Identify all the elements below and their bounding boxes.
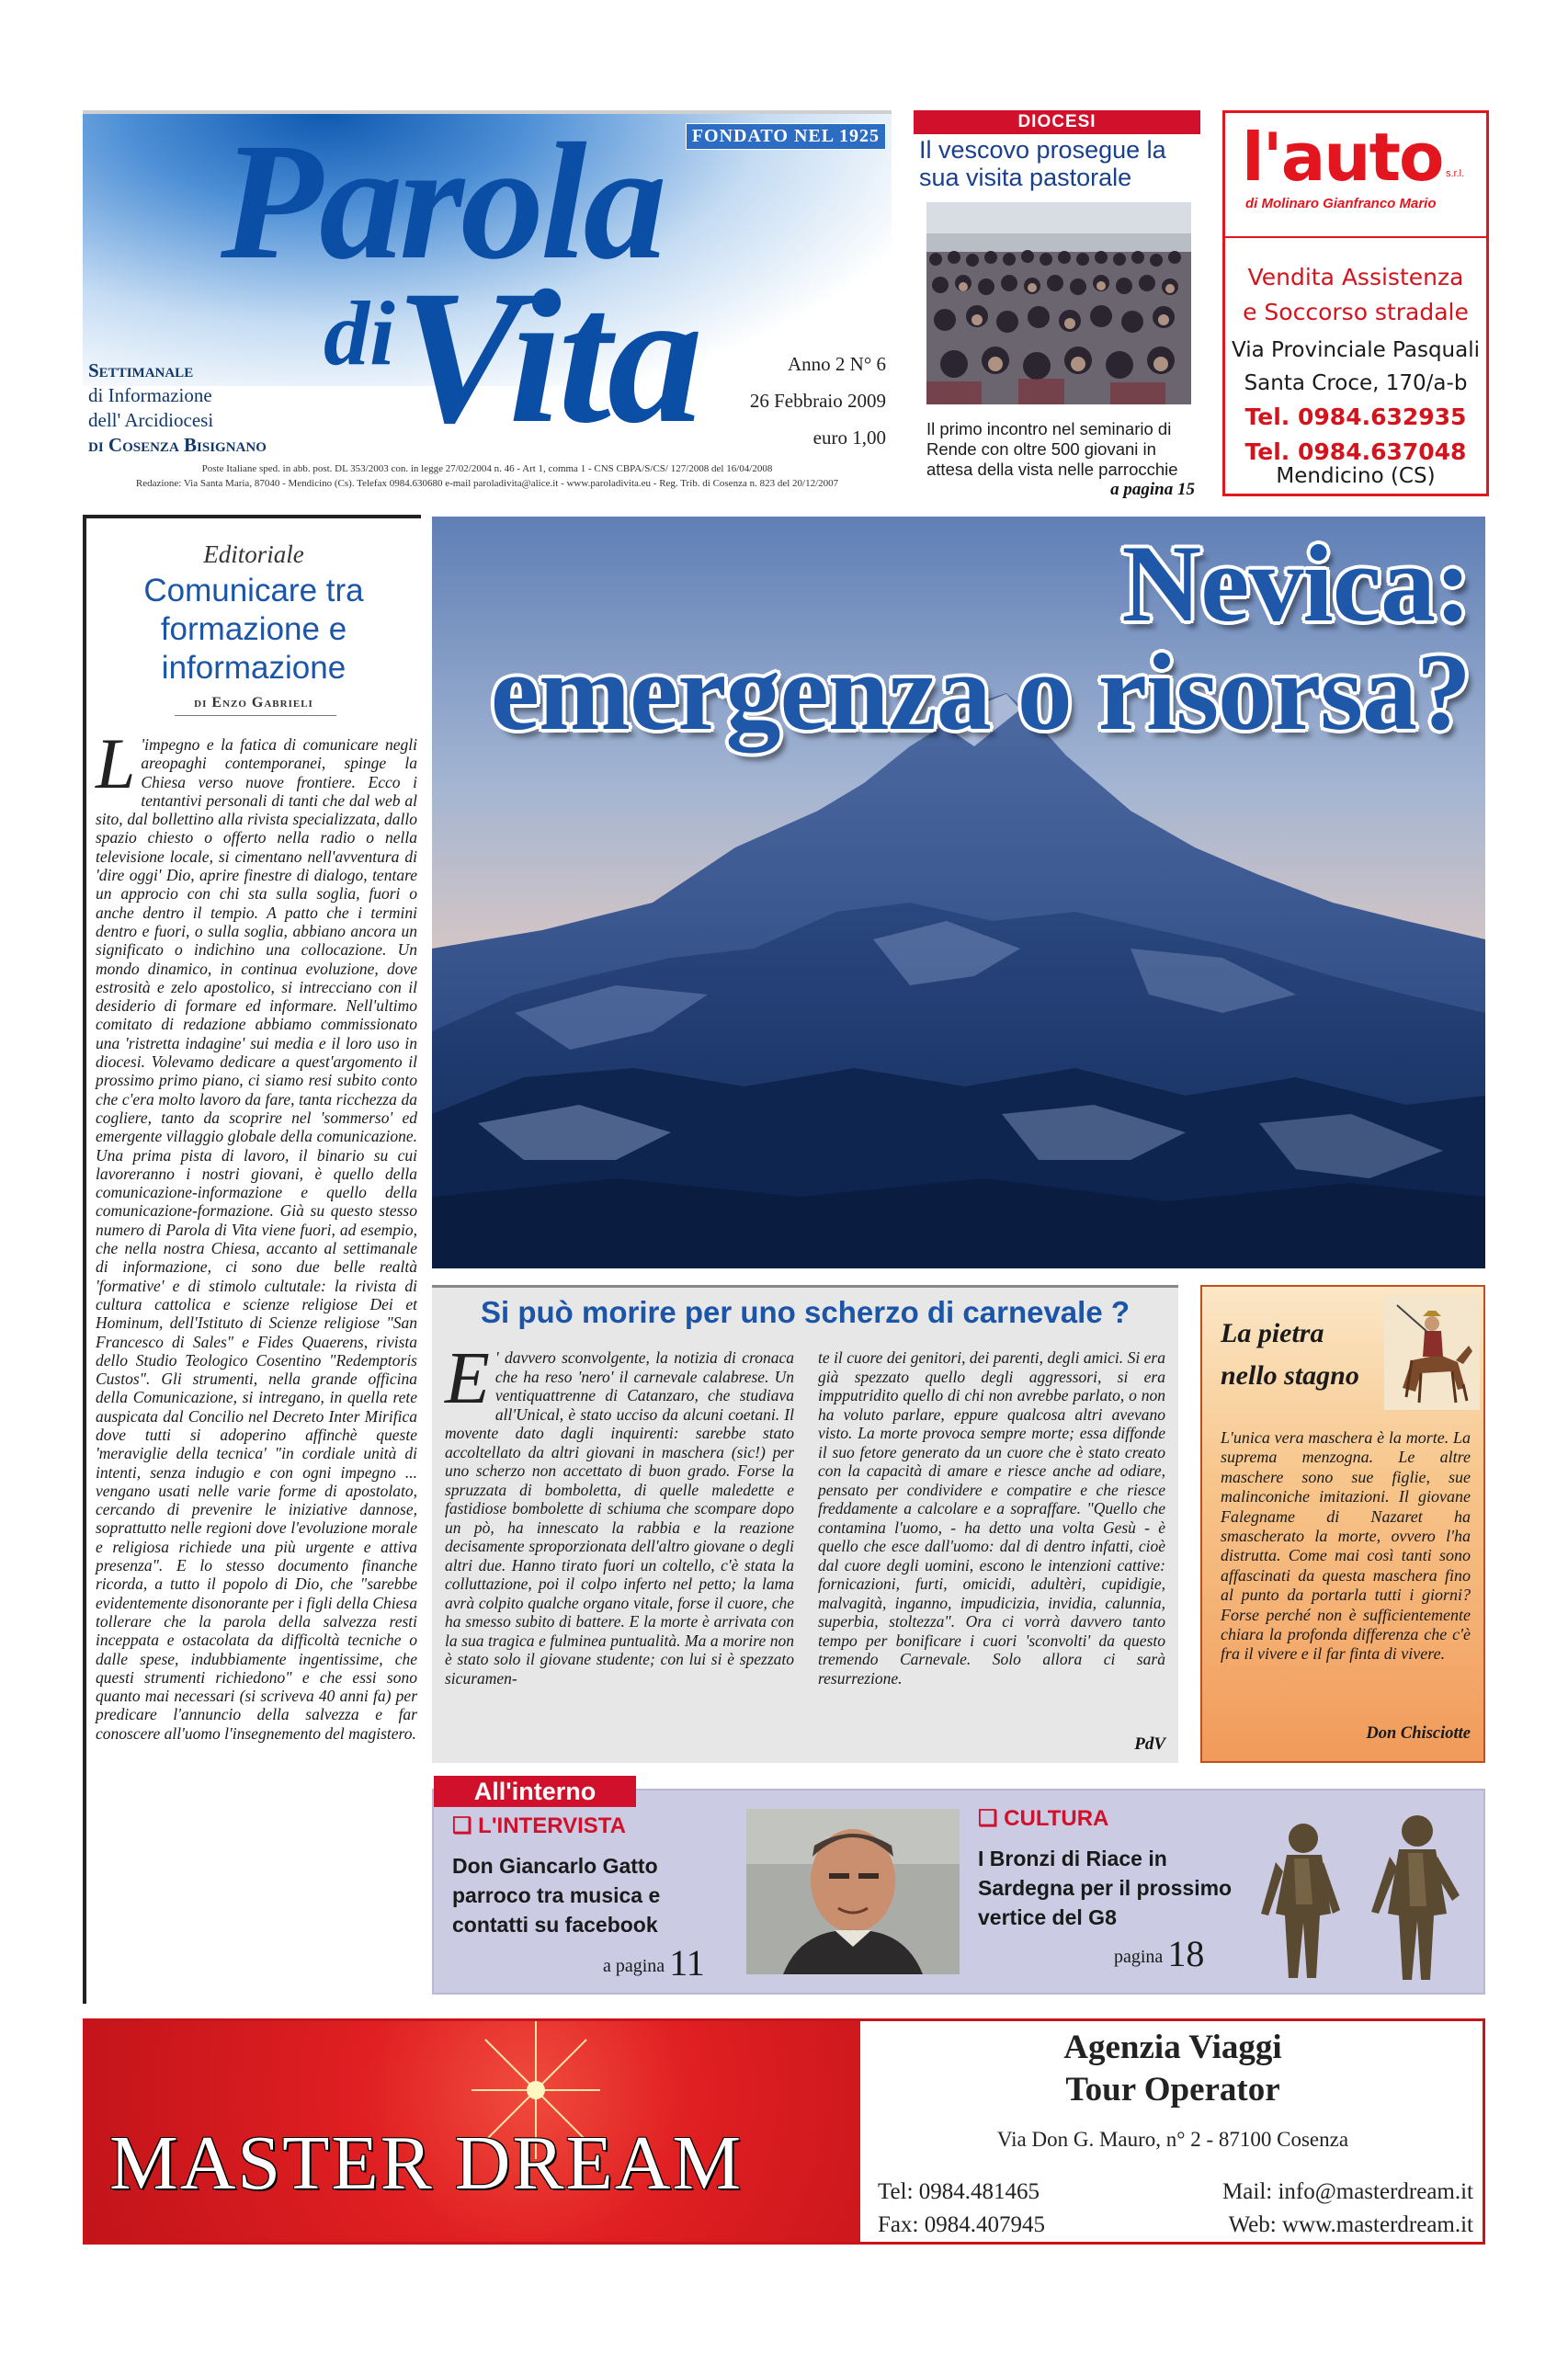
- agency-address: Via Don G. Mauro, n° 2 - 87100 Cosenza: [996, 2128, 1349, 2151]
- auto-phones: [1225, 400, 1486, 470]
- masthead: [83, 110, 892, 496]
- editorial-byline: di Enzo Gabrieli: [194, 695, 313, 710]
- diocesi-teaser[interactable]: [914, 110, 1200, 504]
- page-number: 11: [669, 1942, 705, 1984]
- pietra-body: L'unica vera maschera è la morte. La suprema menzogna. Le altre maschere sono sue figlie, sue malinconiche imitazioni. Il giovane Falegname di Nazaret ha smascherato la morte, ovvero l'ha distrutta. Come mai così tanti sono affascinati da questa maschera fino al punto da portarla tutti i giorni? Forse perché non è sufficientemente chiara la profonda differenza che c'è fra il vivere e il far finta di vivere.: [1221, 1428, 1471, 1664]
- masthead-subtitle: [88, 358, 267, 458]
- riace-bronzes-photo: [1243, 1803, 1478, 1987]
- auto-address: [1225, 334, 1486, 400]
- agency-fax: Fax: 0984.407945: [878, 2212, 1045, 2237]
- crowd-photo-illustration: [926, 202, 1191, 404]
- diocesi-page-ref[interactable]: a pagina 15: [1110, 480, 1195, 499]
- priest-portrait-photo: [746, 1809, 960, 1974]
- page-prefix: pagina: [1114, 1947, 1164, 1967]
- auto-address-line: Via Provinciale Pasquali: [1231, 338, 1481, 362]
- carnevale-article: [432, 1285, 1178, 1763]
- diocesi-summary: Il primo incontro nel seminario di Rende con oltre 500 giovani in attesa della vista nelle parrocchie: [926, 419, 1178, 479]
- masthead-subtitle-line: di Informazione: [88, 384, 212, 406]
- interview-section-label: ❑ L'INTERVISTA: [452, 1813, 627, 1838]
- auto-service-line: e Soccorso stradale: [1243, 299, 1469, 325]
- masthead-founded: FONDATO NEL 1925: [686, 123, 886, 150]
- don-quixote-icon: [1384, 1296, 1480, 1410]
- carnevale-column-1: [445, 1338, 794, 1688]
- diocesi-section-label: DIOCESI: [914, 110, 1200, 134]
- master-dream-advertisement[interactable]: [83, 2018, 1485, 2245]
- page-number: 18: [1167, 1933, 1205, 1974]
- interview-headline[interactable]: Don Giancarlo Gatto parroco tra musica e contatti su facebook: [452, 1854, 661, 1937]
- hero-snow-story[interactable]: [432, 517, 1485, 1268]
- pietra-column: [1200, 1285, 1485, 1763]
- bronze-statues-illustration: [1243, 1803, 1478, 1987]
- agency-phone[interactable]: Tel: 0984.481465: [878, 2179, 1040, 2204]
- agency-title: [860, 2027, 1485, 2111]
- portrait-illustration: [746, 1809, 960, 1974]
- carnevale-signature: PdV: [1134, 1734, 1165, 1754]
- auto-logo-srl: s.r.l.: [1446, 168, 1465, 179]
- culture-page-ref[interactable]: [1114, 1932, 1204, 1975]
- inside-issue-label: All'interno: [434, 1776, 636, 1807]
- editorial-body: [96, 723, 417, 1743]
- auto-phone[interactable]: Tel. 0984.637048: [1244, 438, 1467, 465]
- masthead-issue: Anno 2 N° 6: [788, 353, 886, 375]
- hero-headline[interactable]: [487, 522, 1471, 753]
- pietra-title: La pietra nello stagno: [1221, 1318, 1359, 1391]
- carnevale-text-1: ' davvero sconvolgente, la notizia di cronaca che ha reso 'nero' il carnevale calabrese. Un ventiquattrenne di Catanzaro, che studiava all'Unical, è stato ucciso da alcuni coetani. Il movente dato dagli inquirenti: sarebbe stato accoltellato da altri giovani in maschera (sic!) per uno scherzo non accettato di buon grado. Forse la spruzzata di bomboletta, di quelle maledette e fastidiose bombolette di schiuma che scompare dopo un pò, ha innescato la rabbia e la reazione decisamente sproporzionata dell'altro giovane o degli altri due. Hanno tirato fuori un coltello, c'è stata la colluttazione, poi il colpo inferto nel petto; la lama avrà colpito qualche organo vitale, forse il cuore, che ha smesso subito di battere. E la morte è arrivata con la sua tragica e fulminea puntualità. Ma a morire non è stato solo il giovane studente; con lui si è spezzato sicuramen-: [445, 1348, 794, 1688]
- interview-page-ref[interactable]: [603, 1941, 705, 1984]
- masthead-title-di: di: [324, 282, 395, 384]
- pietra-signature: Don Chisciotte: [1366, 1724, 1471, 1743]
- agency-website[interactable]: Web: www.masterdream.it: [1228, 2212, 1473, 2237]
- agency-title-line: Agenzia Viaggi: [1063, 2029, 1282, 2066]
- masthead-subtitle-line: Settimanale: [88, 359, 194, 381]
- auto-logo-area: [1236, 119, 1475, 227]
- auto-service-line: Vendita Assistenza: [1247, 264, 1464, 290]
- byline-underline: [175, 715, 336, 716]
- auto-phone[interactable]: Tel. 0984.632935: [1244, 404, 1467, 430]
- masthead-price: euro 1,00: [812, 426, 886, 449]
- inside-issue-box: [432, 1778, 1485, 1995]
- diocesi-crowd-photo: [926, 202, 1191, 404]
- agency-email[interactable]: Mail: info@masterdream.it: [1222, 2179, 1473, 2204]
- carnevale-headline: Si può morire per uno scherzo di carnevale ?: [480, 1295, 1131, 1329]
- hero-headline-line: Nevica:: [1121, 522, 1471, 644]
- masthead-editorial-info: Redazione: Via Santa Maria, 87040 - Mendicino (Cs). Telefax 0984.630680 e-mail paroladivita@alice.it - www.paroladivita.eu - Reg. Trib. di Cosenza n. 823 del 20/12/2007: [135, 478, 839, 489]
- agency-contacts: [1176, 2176, 1473, 2242]
- editorial-kicker: Editoriale: [203, 540, 304, 568]
- masthead-subtitle-line: di Cosenza Bisignano: [88, 434, 267, 456]
- auto-logo: l'auto: [1242, 119, 1443, 196]
- culture-headline[interactable]: I Bronzi di Riace in Sardegna per il prossimo vertice del G8: [978, 1847, 1233, 1929]
- auto-services: [1225, 260, 1486, 330]
- masthead-title-parola: Parola: [221, 110, 664, 294]
- diocesi-headline[interactable]: Il vescovo prosegue la sua visita pastorale: [919, 136, 1166, 191]
- carnevale-dropcap: E: [445, 1338, 490, 1419]
- editorial-dropcap: L: [96, 723, 136, 803]
- masthead-title-vita: Vita: [395, 251, 699, 462]
- masthead-postal-info: Poste Italiane sped. in abb. post. DL 353/2003 con. in legge 27/02/2004 n. 46 - Art 1, comma 1 - CNS CBPA/S/CS/ 127/2008 del 16/04/2008: [201, 463, 773, 474]
- master-dream-logo: MASTER DREAM: [109, 2120, 744, 2206]
- editorial-column: [83, 515, 421, 2004]
- auto-advertisement[interactable]: [1222, 110, 1489, 496]
- auto-divider: [1225, 236, 1486, 238]
- carnevale-column-2: te il cuore dei genitori, dei parenti, degli amici. Si era già spezzato quello degli aggressori, si era impputridito quello di chi non avrebbe parlato, o non ha voluto parlare, eppure qualcosa altri avevano visto. La morte provoca sempre morte; essa diffonde il suo fetore generato da un cuore che è stato creato con la capacità di amare e riesce anche ad odiare, pensato per condividere e compatire e che riesce freddamente a calcolare e a sopraffare. "Quello che contamina l'uomo, - ha detto una volta Gesù - è quello che esce dall'uomo: dal di dentro infatti, cioè dal cuore degli uomini, escono le intenzioni cattive: fornicazioni, furti, omicidi, adultèri, cupidigie, malvagità, inganno, impudicizia, invidia, calunnia, superbia, stoltezza". Ora ci vorrà davvero tanto tempo per bonificare i cuori 'sconvolti' da questo tremendo Carnevale. Solo allora ci sarà resurrezione.: [818, 1348, 1165, 1688]
- masthead-date: 26 Febbraio 2009: [749, 390, 886, 412]
- auto-city: Mendicino (CS): [1276, 464, 1436, 488]
- auto-owner: di Molinaro Gianfranco Mario: [1245, 196, 1437, 211]
- editorial-text: 'impegno e la fatica di comunicare negli areopaghi contemporanei, spinge la Chiesa verso nuove frontiere. Ecco i tentantivi personali di tanti che dal web al sito, dal bollettino alla rivista specializzata, dallo spazio chiesto o offerto nella radio o nella televisione locale, si cimentano nell'avventura di 'dire oggi' Dio, aprire finestre di dialogo, tentare un approcio con chi sta sulla soglia, fuori o anche dentro il tempio. A patto che i termini dentro e fuori, o sulla soglia, abbiano ancora un significato o indichino una collocazione. Un mondo dinamico, in continua evoluzione, dove estrosità e zelo apostolico, si intrecciano con il desiderio di formare ed informare. Nell'ultimo comitato di redazione abbiamo commissionato una 'ristretta indagine' sui media e il loro uso in diocesi. Volevamo dedicare a quest'argomento il prossimo primo piano, ci siamo resi subito conto che c'era molto lavoro da fare, tanta ricchezza da cogliere, tanto da scoprire nel 'sommerso' ed emergente villaggio globale della comunicazione. Una prima pista di lavoro, il binario su cui lavoreranno i nostri giovani, è quello della comunicazione-informazione e quello della comunicazione-formazione. Già su questo stesso numero di Parola di Vita viene fuori, ad esempio, che nella nostra Chiesa, accanto al settimanale di informazione, ci sono due belle realtà 'formative' e di stimolo cultutale: la rivista di cultura cattolica e scienze religiose Dei et Hominum, dell'Istituto di Scienze religiose "San Francesco di Sales" e Fides Quaerens, rivista dello Studio Teologico Cosentino "Redemptoris Custos". Gli strumenti, nella grande officina della Comunicazione, si intregano, in quella rete auspicata dal Concilio nel Decreto Inter Mirifica dove tutti si adoperino affinchè queste 'meraviglie della tecnica' "in cordiale unità di intenti, senza indugio e con ogni impegno ... vengano usati nelle varie forme di apostolato, cercando di prevenire le iniziative dannose, soprattutto nelle regioni dove l'evoluzione morale e religiosa richiede una più urgente e attiva presenza". E lo stesso documento finanche ricorda, a tutto il popolo di Dio, che "sarebbe evidentemente disonorante per i figli della Chiesa tollerare che la parola della salvezza resti inceppata e ostacolata da difficoltà tecniche o dalle spese, indubbiamente ingentissime, che questi strumenti richiedono" e che essi sono quanto mai necessari (si scriveva 40 anni fa) per predicare l'annuncio della salvezza e far conoscere all'uomo l'insegnemento del magistero.: [96, 735, 417, 1743]
- page-prefix: a pagina: [603, 1956, 665, 1976]
- hero-headline-line: emergenza o risorsa?: [490, 631, 1471, 753]
- agency-title-line: Tour Operator: [1065, 2071, 1280, 2109]
- masthead-subtitle-line: dell' Arcidiocesi: [88, 409, 214, 431]
- don-quixote-illustration: [1384, 1296, 1480, 1410]
- editorial-title: Comunicare tra formazione e informazione: [143, 573, 364, 686]
- culture-section-label: ❑ CULTURA: [978, 1806, 1109, 1831]
- agency-phones: [878, 2176, 1045, 2242]
- auto-address-line: Santa Croce, 170/a-b: [1244, 371, 1468, 395]
